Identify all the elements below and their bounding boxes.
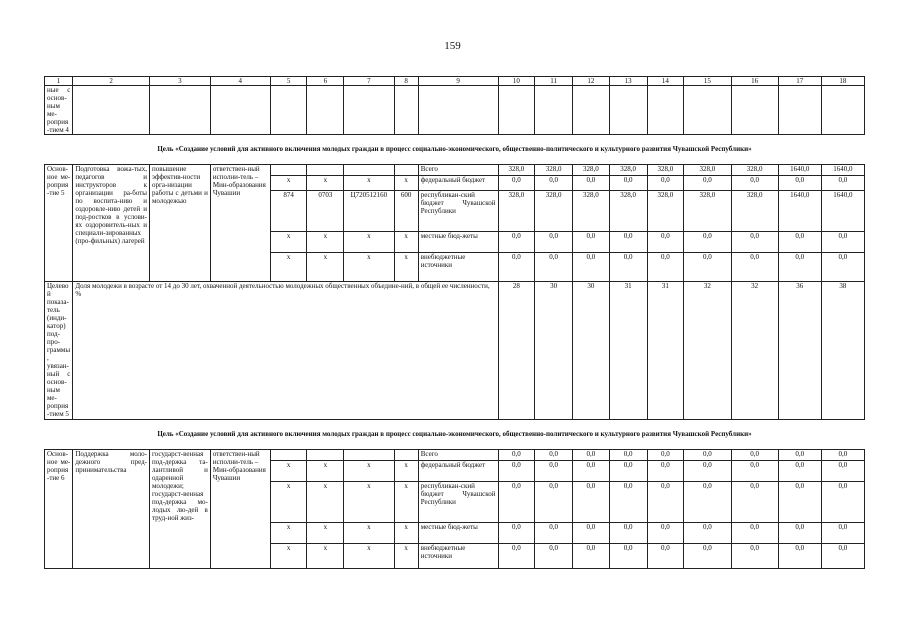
- table-cell: [45, 441, 865, 450]
- value-cell: 0,0: [647, 232, 684, 253]
- indicator-value-cell: 31: [609, 282, 647, 420]
- value-cell: 0,0: [731, 232, 778, 253]
- header-row: [45, 77, 865, 86]
- value-cell: 0,0: [821, 176, 864, 191]
- value-cell: 0,0: [778, 450, 821, 461]
- executor-cell: ответствен-ный исполни-тель – Мин-образования Чувашии: [210, 165, 270, 282]
- value-cell: 0,0: [535, 253, 573, 282]
- value-cell: 0,0: [498, 450, 535, 461]
- budget-code-cell: [344, 165, 394, 176]
- value-cell: 0,0: [573, 482, 610, 523]
- budget-code-cell: x: [394, 544, 418, 569]
- table-cell: [394, 86, 418, 135]
- budget-code-cell: x: [270, 523, 307, 544]
- column-header: 1: [45, 77, 73, 86]
- value-cell: 1640,0: [821, 191, 864, 232]
- budget-code-cell: 874: [270, 191, 307, 232]
- value-cell: 0,0: [498, 176, 535, 191]
- expected-result-cell: государст-венная под-держка та-лантливой и одаренной молодежи; государст-венная под-держка мо-лодых лю-дей в труд-ной жиз-: [149, 450, 210, 569]
- program-table: [44, 76, 865, 569]
- budget-code-cell: x: [307, 523, 344, 544]
- budget-code-cell: x: [307, 253, 344, 282]
- value-cell: 0,0: [684, 232, 731, 253]
- column-header: 5: [270, 77, 307, 86]
- budget-code-cell: x: [270, 176, 307, 191]
- value-cell: 0,0: [609, 176, 647, 191]
- value-cell: 0,0: [778, 461, 821, 482]
- column-header: 16: [731, 77, 778, 86]
- value-cell: 328,0: [573, 165, 610, 176]
- value-cell: 0,0: [573, 232, 610, 253]
- column-header: 17: [778, 77, 821, 86]
- value-cell: 0,0: [684, 253, 731, 282]
- value-cell: 0,0: [731, 461, 778, 482]
- indicator-value-cell: 30: [573, 282, 610, 420]
- value-cell: 0,0: [778, 253, 821, 282]
- column-header: 11: [535, 77, 573, 86]
- value-cell: 1640,0: [821, 165, 864, 176]
- value-cell: 0,0: [821, 523, 864, 544]
- budget-code-cell: x: [307, 176, 344, 191]
- budget-code-cell: [394, 450, 418, 461]
- funding-source-cell: республикан-ский бюджет Чувашской Республики: [418, 191, 498, 232]
- activity-number-cell: Основ-ное ме-роприя-тие 5: [45, 165, 73, 282]
- table-cell: [149, 86, 210, 135]
- funding-source-cell: федеральный бюджет: [418, 461, 498, 482]
- table-cell: [609, 86, 647, 135]
- value-cell: 0,0: [573, 523, 610, 544]
- value-cell: 0,0: [684, 450, 731, 461]
- value-cell: 0,0: [731, 544, 778, 569]
- value-cell: 0,0: [609, 232, 647, 253]
- budget-code-cell: x: [344, 253, 394, 282]
- column-header: 8: [394, 77, 418, 86]
- page-number: 159: [444, 40, 461, 52]
- spacer-row: [45, 156, 865, 165]
- spacer-row: [45, 135, 865, 144]
- budget-code-cell: x: [394, 461, 418, 482]
- value-cell: 0,0: [498, 482, 535, 523]
- value-cell: 328,0: [684, 165, 731, 176]
- value-cell: 0,0: [778, 523, 821, 544]
- value-cell: 0,0: [498, 523, 535, 544]
- value-cell: 0,0: [731, 450, 778, 461]
- table-cell: [821, 86, 864, 135]
- value-cell: 0,0: [535, 461, 573, 482]
- column-header: 7: [344, 77, 394, 86]
- budget-code-cell: x: [344, 523, 394, 544]
- value-cell: 0,0: [498, 232, 535, 253]
- value-cell: 0,0: [778, 544, 821, 569]
- value-cell: 0,0: [609, 450, 647, 461]
- indicator-value-cell: 38: [821, 282, 864, 420]
- budget-code-cell: x: [270, 461, 307, 482]
- column-header: 14: [647, 77, 684, 86]
- value-cell: 0,0: [498, 544, 535, 569]
- budget-code-cell: x: [394, 482, 418, 523]
- funding-source-cell: Всего: [418, 165, 498, 176]
- column-header: 6: [307, 77, 344, 86]
- value-cell: 0,0: [573, 450, 610, 461]
- column-header: 9: [418, 77, 498, 86]
- indicator-value-cell: 36: [778, 282, 821, 420]
- value-cell: 0,0: [647, 176, 684, 191]
- value-cell: 0,0: [821, 544, 864, 569]
- value-cell: 0,0: [498, 461, 535, 482]
- goal-row: [45, 428, 865, 441]
- budget-code-cell: x: [307, 482, 344, 523]
- value-cell: 0,0: [573, 544, 610, 569]
- value-cell: 0,0: [609, 253, 647, 282]
- budget-code-cell: Ц720512160: [344, 191, 394, 232]
- table-cell: [684, 86, 731, 135]
- table-cell: [270, 86, 307, 135]
- budget-code-cell: x: [394, 232, 418, 253]
- value-cell: 0,0: [684, 523, 731, 544]
- indicator-value-cell: 31: [647, 282, 684, 420]
- column-header: 10: [498, 77, 535, 86]
- spacer-row: [45, 441, 865, 450]
- column-header: 18: [821, 77, 864, 86]
- value-cell: 328,0: [731, 191, 778, 232]
- funding-source-cell: местные бюд-жеты: [418, 523, 498, 544]
- budget-code-cell: 0703: [307, 191, 344, 232]
- budget-code-cell: x: [270, 544, 307, 569]
- value-cell: 328,0: [647, 165, 684, 176]
- activity-name-cell: Подготовка вожа-тых, педагогов и инструкторов к организации ра-боты по воспита-нию и оздоровле-нию детей и под-ростков в услови-ях оздоровитель-ных и специали-зированных (про-фильных) лагерей: [73, 165, 150, 282]
- budget-code-cell: x: [270, 232, 307, 253]
- value-cell: 0,0: [535, 544, 573, 569]
- value-cell: 0,0: [573, 461, 610, 482]
- value-cell: 328,0: [647, 191, 684, 232]
- value-cell: 0,0: [821, 461, 864, 482]
- value-cell: 0,0: [647, 482, 684, 523]
- value-cell: 0,0: [778, 232, 821, 253]
- budget-code-cell: x: [307, 232, 344, 253]
- budget-code-cell: x: [344, 176, 394, 191]
- value-cell: 0,0: [684, 544, 731, 569]
- value-cell: 0,0: [778, 482, 821, 523]
- budget-code-cell: [307, 165, 344, 176]
- value-cell: 0,0: [647, 523, 684, 544]
- value-cell: 328,0: [609, 191, 647, 232]
- table-cell: [210, 86, 270, 135]
- value-cell: 0,0: [535, 232, 573, 253]
- goal-heading: Цель «Создание условий для активного включения молодых граждан в процесс социально-экономического, общественно-политического и культурного развития Чувашской Республики»: [157, 145, 752, 153]
- value-cell: 0,0: [647, 253, 684, 282]
- value-cell: 328,0: [498, 191, 535, 232]
- value-cell: 0,0: [778, 176, 821, 191]
- row-label-cell: ные с основ-ным ме-роприя-тием 4: [45, 86, 73, 135]
- value-cell: 0,0: [535, 450, 573, 461]
- value-cell: 0,0: [535, 176, 573, 191]
- value-cell: 1640,0: [778, 165, 821, 176]
- table-cell: [731, 86, 778, 135]
- column-header: 13: [609, 77, 647, 86]
- goal-row: [45, 143, 865, 156]
- value-cell: 0,0: [731, 523, 778, 544]
- budget-code-cell: x: [394, 523, 418, 544]
- value-cell: 0,0: [684, 461, 731, 482]
- budget-code-cell: 600: [394, 191, 418, 232]
- funding-source-cell: Всего: [418, 450, 498, 461]
- continuation-row: [45, 86, 865, 135]
- value-cell: 0,0: [498, 253, 535, 282]
- table-cell: [418, 86, 498, 135]
- value-cell: 0,0: [821, 253, 864, 282]
- budget-code-cell: x: [394, 176, 418, 191]
- table-cell: [498, 86, 535, 135]
- value-cell: 0,0: [609, 544, 647, 569]
- table-cell: [778, 86, 821, 135]
- indicator-value-cell: 32: [684, 282, 731, 420]
- value-cell: 0,0: [821, 232, 864, 253]
- budget-code-cell: x: [270, 482, 307, 523]
- expected-result-cell: повышение эффектив-ности орга-низации работы с детьми и молодежью: [149, 165, 210, 282]
- indicator-value-cell: 30: [535, 282, 573, 420]
- value-cell: 0,0: [821, 450, 864, 461]
- value-cell: 0,0: [821, 482, 864, 523]
- funding-source-cell: республикан-ский бюджет Чувашской Республики: [418, 482, 498, 523]
- value-cell: 0,0: [731, 482, 778, 523]
- value-cell: 1640,0: [778, 191, 821, 232]
- value-cell: 0,0: [573, 176, 610, 191]
- table-cell: [45, 135, 865, 144]
- table-cell: [45, 420, 865, 429]
- column-header: 4: [210, 77, 270, 86]
- executor-cell: ответствен-ный исполни-тель – Мин-образования Чувашии: [210, 450, 270, 569]
- budget-code-cell: x: [344, 461, 394, 482]
- value-cell: 0,0: [731, 253, 778, 282]
- value-cell: 328,0: [609, 165, 647, 176]
- budget-code-cell: [270, 450, 307, 461]
- table-cell: [535, 86, 573, 135]
- column-header: 12: [573, 77, 610, 86]
- table-row: [45, 450, 865, 461]
- table-cell: [45, 156, 865, 165]
- budget-code-cell: x: [307, 544, 344, 569]
- column-header: 3: [149, 77, 210, 86]
- funding-source-cell: местные бюд-жеты: [418, 232, 498, 253]
- table-row: [45, 165, 865, 176]
- table-cell: [344, 86, 394, 135]
- value-cell: 0,0: [535, 482, 573, 523]
- value-cell: 328,0: [535, 191, 573, 232]
- value-cell: 0,0: [731, 176, 778, 191]
- value-cell: 0,0: [609, 461, 647, 482]
- budget-code-cell: [270, 165, 307, 176]
- indicator-label-cell: Целевой показа-тель (инди-катор) под-про-граммы, увязан-ный с основ-ным ме-роприя-тием 5: [45, 282, 73, 420]
- column-header: 15: [684, 77, 731, 86]
- value-cell: 328,0: [684, 191, 731, 232]
- funding-source-cell: внебюджетные источники: [418, 253, 498, 282]
- funding-source-cell: внебюджетные источники: [418, 544, 498, 569]
- target-indicator-row: [45, 282, 865, 420]
- value-cell: 328,0: [535, 165, 573, 176]
- budget-code-cell: [307, 450, 344, 461]
- indicator-value-cell: 28: [498, 282, 535, 420]
- value-cell: 0,0: [535, 523, 573, 544]
- table-cell: [73, 86, 150, 135]
- value-cell: 0,0: [647, 450, 684, 461]
- table-cell: [647, 86, 684, 135]
- value-cell: 328,0: [573, 191, 610, 232]
- budget-code-cell: x: [344, 482, 394, 523]
- budget-code-cell: x: [307, 461, 344, 482]
- budget-code-cell: [344, 450, 394, 461]
- activity-number-cell: Основ-ное ме-роприя-тие 6: [45, 450, 73, 569]
- value-cell: 328,0: [498, 165, 535, 176]
- indicator-value-cell: 32: [731, 282, 778, 420]
- value-cell: 0,0: [684, 176, 731, 191]
- value-cell: 0,0: [647, 461, 684, 482]
- budget-code-cell: x: [344, 544, 394, 569]
- spacer-row: [45, 420, 865, 429]
- goal-heading: Цель «Создание условий для активного включения молодых граждан в процесс социально-экономического, общественно-политического и культурного развития Чувашской Республики»: [157, 430, 752, 438]
- budget-code-cell: x: [344, 232, 394, 253]
- budget-code-cell: x: [394, 253, 418, 282]
- value-cell: 328,0: [731, 165, 778, 176]
- value-cell: 0,0: [609, 523, 647, 544]
- budget-code-cell: [394, 165, 418, 176]
- value-cell: 0,0: [684, 482, 731, 523]
- table-cell: [307, 86, 344, 135]
- funding-source-cell: федеральный бюджет: [418, 176, 498, 191]
- value-cell: 0,0: [647, 544, 684, 569]
- table-cell: [573, 86, 610, 135]
- value-cell: 0,0: [609, 482, 647, 523]
- column-header: 2: [73, 77, 150, 86]
- value-cell: 0,0: [573, 253, 610, 282]
- activity-name-cell: Поддержка моло-дежного пред-принимательства: [73, 450, 150, 569]
- indicator-text-cell: Доля молодежи в возрасте от 14 до 30 лет, охваченной деятельностью молодежных общественных объедине-ний, в общей ее численности, %: [73, 282, 498, 420]
- budget-code-cell: x: [270, 253, 307, 282]
